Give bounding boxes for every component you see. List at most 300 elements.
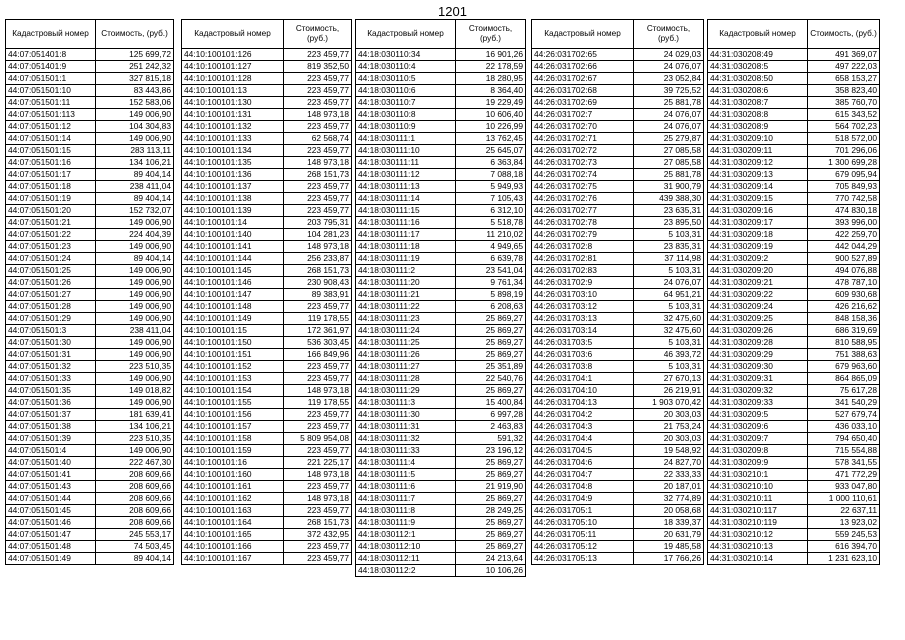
table-row: [708, 397, 880, 409]
table-row: [532, 493, 704, 505]
cost-cell: 327 815,18: [96, 73, 174, 85]
table-row: [182, 229, 352, 241]
cadastral-number-cell: 44:10:100101:15: [182, 325, 284, 337]
cost-cell: 422 259,70: [808, 229, 880, 241]
table-row: [708, 433, 880, 445]
cadastral-number-cell: 44:31:030209:12: [708, 157, 808, 169]
cost-cell: 223 459,77: [284, 49, 352, 61]
cost-cell: 149 006,90: [96, 373, 174, 385]
cadastral-number-cell: 44:31:030209:19: [708, 241, 808, 253]
cadastral-number-cell: 44:18:030111:20: [356, 277, 456, 289]
cost-cell: 223 459,77: [284, 361, 352, 373]
cost-cell: 25 869,27: [456, 337, 526, 349]
cost-cell: 251 242,32: [96, 61, 174, 73]
cadastral-number-cell: 44:31:030209:2: [708, 253, 808, 265]
table-row: [182, 289, 352, 301]
cadastral-number-cell: 44:18:030111:30: [356, 409, 456, 421]
cost-cell: 25 869,27: [456, 385, 526, 397]
cadastral-number-cell: 44:10:100101:162: [182, 493, 284, 505]
cost-cell: 64 951,21: [634, 289, 704, 301]
cost-cell: 25 869,27: [456, 469, 526, 481]
table-row: [356, 373, 526, 385]
cadastral-number-cell: 44:07:051501:26: [6, 277, 96, 289]
cadastral-number-cell: 44:26:031704:1: [532, 373, 634, 385]
table-row: [708, 61, 880, 73]
table-row: [532, 49, 704, 61]
cost-cell: 10 606,40: [456, 109, 526, 121]
cost-cell: 238 411,04: [96, 325, 174, 337]
cost-cell: 426 216,62: [808, 301, 880, 313]
table-row: [6, 505, 174, 517]
table-row: [532, 133, 704, 145]
cadastral-number-cell: 44:26:031705:12: [532, 541, 634, 553]
table-row: [356, 241, 526, 253]
cost-cell: 705 849,93: [808, 181, 880, 193]
cadastral-number-cell: 44:18:030111:6: [356, 481, 456, 493]
register-table: [531, 19, 704, 565]
table-row: [182, 265, 352, 277]
table-row: [182, 217, 352, 229]
cadastral-number-cell: 44:31:030210:1: [708, 469, 808, 481]
cadastral-number-cell: 44:10:100101:146: [182, 277, 284, 289]
cost-cell: 208 609,66: [96, 517, 174, 529]
cost-cell: 24 076,07: [634, 61, 704, 73]
cadastral-number-cell: 44:18:030111:27: [356, 361, 456, 373]
cost-cell: 238 411,04: [96, 181, 174, 193]
cost-cell: 223 459,77: [284, 421, 352, 433]
cadastral-number-cell: 44:10:100101:152: [182, 361, 284, 373]
cadastral-number-cell: 44:26:031702:65: [532, 49, 634, 61]
cadastral-number-cell: 44:07:051501:113: [6, 109, 96, 121]
table-row: [356, 337, 526, 349]
cadastral-number-cell: 44:07:051501:28: [6, 301, 96, 313]
cadastral-number-cell: 44:31:030210:14: [708, 553, 808, 565]
table-row: [708, 49, 880, 61]
cost-cell: 564 702,23: [808, 121, 880, 133]
cost-cell: 125 699,72: [96, 49, 174, 61]
cadastral-number-cell: 44:10:100101:133: [182, 133, 284, 145]
cost-cell: 810 588,95: [808, 337, 880, 349]
cost-cell: 223 459,77: [284, 181, 352, 193]
cost-cell: 559 245,53: [808, 529, 880, 541]
cost-cell: 5 103,31: [634, 265, 704, 277]
cost-cell: 9 761,34: [456, 277, 526, 289]
table-row: [6, 469, 174, 481]
cost-cell: 751 388,63: [808, 349, 880, 361]
cost-cell: 518 572,00: [808, 133, 880, 145]
table-row: [708, 205, 880, 217]
cadastral-number-cell: 44:31:030208:49: [708, 49, 808, 61]
table-row: [182, 541, 352, 553]
cadastral-number-cell: 44:10:100101:145: [182, 265, 284, 277]
table-row: [6, 457, 174, 469]
table-row: [182, 469, 352, 481]
header-cadastral-number: Кадастровый номер: [532, 20, 634, 49]
table-row: [6, 325, 174, 337]
cost-cell: 119 178,55: [284, 397, 352, 409]
table-row: [182, 313, 352, 325]
table-row: [182, 349, 352, 361]
table-row: [708, 553, 880, 565]
cadastral-number-cell: 44:26:031704:9: [532, 493, 634, 505]
table-row: [532, 253, 704, 265]
cadastral-number-cell: 44:18:030111:31: [356, 421, 456, 433]
cost-cell: 134 106,21: [96, 157, 174, 169]
cost-cell: 4 949,65: [456, 241, 526, 253]
cadastral-number-cell: 44:26:031702:83: [532, 265, 634, 277]
cost-cell: 149 006,90: [96, 397, 174, 409]
cadastral-number-cell: 44:07:051501:3: [6, 325, 96, 337]
table-row: [182, 85, 352, 97]
table-row: [182, 385, 352, 397]
cost-cell: 1 000 110,61: [808, 493, 880, 505]
cost-cell: 341 540,29: [808, 397, 880, 409]
cadastral-number-cell: 44:31:030209:31: [708, 373, 808, 385]
cadastral-number-cell: 44:10:100101:155: [182, 397, 284, 409]
table-row: [532, 349, 704, 361]
cadastral-number-cell: 44:07:051501:21: [6, 217, 96, 229]
cost-cell: 222 467,30: [96, 457, 174, 469]
table-row: [356, 301, 526, 313]
header-cadastral-number: Кадастровый номер: [6, 20, 96, 49]
cost-cell: 223 459,77: [284, 541, 352, 553]
cost-cell: 223 459,77: [284, 445, 352, 457]
cost-cell: 25 869,27: [456, 529, 526, 541]
cadastral-number-cell: 44:31:030209:20: [708, 265, 808, 277]
cost-cell: 221 225,17: [284, 457, 352, 469]
cadastral-number-cell: 44:07:051501:18: [6, 181, 96, 193]
table-row: [356, 277, 526, 289]
table-row: [182, 169, 352, 181]
cost-cell: 149 006,90: [96, 265, 174, 277]
cadastral-number-cell: 44:18:030111:22: [356, 301, 456, 313]
cadastral-number-cell: 44:10:100101:14: [182, 217, 284, 229]
header-cadastral-number: Кадастровый номер: [182, 20, 284, 49]
cadastral-number-cell: 44:31:030210:13: [708, 541, 808, 553]
cost-cell: 208 609,66: [96, 493, 174, 505]
table-row: [356, 397, 526, 409]
table-row: [6, 85, 174, 97]
table-row: [6, 433, 174, 445]
table-row: [532, 241, 704, 253]
cadastral-number-cell: 44:07:051501:45: [6, 505, 96, 517]
table-row: [708, 349, 880, 361]
cost-cell: 256 233,87: [284, 253, 352, 265]
cadastral-number-cell: 44:31:030210:117: [708, 505, 808, 517]
table-row: [6, 157, 174, 169]
cost-cell: 46 393,72: [634, 349, 704, 361]
table-row: [532, 121, 704, 133]
table-row: [182, 277, 352, 289]
cadastral-number-cell: 44:07:051501:29: [6, 313, 96, 325]
table-row: [708, 421, 880, 433]
table-row: [708, 121, 880, 133]
table-row: [182, 205, 352, 217]
table-row: [6, 481, 174, 493]
cadastral-number-cell: 44:18:030110:7: [356, 97, 456, 109]
table-header-row: [182, 20, 352, 49]
cadastral-number-cell: 44:26:031703:5: [532, 337, 634, 349]
cost-cell: 25 869,27: [456, 493, 526, 505]
table-header-row: [6, 20, 174, 49]
page-number: 1201: [438, 4, 467, 19]
cost-cell: 20 303,03: [634, 409, 704, 421]
cost-cell: 13 923,02: [808, 517, 880, 529]
cadastral-number-cell: 44:07:051501:20: [6, 205, 96, 217]
table-row: [182, 457, 352, 469]
cost-cell: 203 795,31: [284, 217, 352, 229]
cost-cell: 37 114,98: [634, 253, 704, 265]
table-row: [532, 385, 704, 397]
table-row: [708, 313, 880, 325]
table-row: [708, 361, 880, 373]
table-row: [532, 469, 704, 481]
table-row: [6, 265, 174, 277]
cost-cell: 25 869,27: [456, 313, 526, 325]
cost-cell: 372 432,95: [284, 529, 352, 541]
cadastral-number-cell: 44:07:051501:46: [6, 517, 96, 529]
cadastral-number-cell: 44:18:030111:23: [356, 313, 456, 325]
table-row: [182, 337, 352, 349]
table-row: [532, 229, 704, 241]
cost-cell: 686 319,69: [808, 325, 880, 337]
cadastral-number-cell: 44:26:031702:70: [532, 121, 634, 133]
cadastral-number-cell: 44:07:051501:31: [6, 349, 96, 361]
cadastral-number-cell: 44:18:030111:19: [356, 253, 456, 265]
cost-cell: 22 540,76: [456, 373, 526, 385]
cost-cell: 208 609,66: [96, 505, 174, 517]
table-row: [708, 529, 880, 541]
cost-cell: 83 443,86: [96, 85, 174, 97]
cadastral-number-cell: 44:07:051501:23: [6, 241, 96, 253]
cost-cell: 223 459,77: [284, 373, 352, 385]
table-row: [356, 469, 526, 481]
table-row: [182, 481, 352, 493]
cost-cell: 23 835,31: [634, 241, 704, 253]
cadastral-number-cell: 44:31:030209:16: [708, 205, 808, 217]
cost-cell: 16 901,26: [456, 49, 526, 61]
table-row: [532, 169, 704, 181]
cadastral-number-cell: 44:31:030209:7: [708, 433, 808, 445]
cadastral-number-cell: 44:31:030210:10: [708, 481, 808, 493]
cost-cell: 864 865,09: [808, 373, 880, 385]
cadastral-number-cell: 44:07:051501:41: [6, 469, 96, 481]
cadastral-number-cell: 44:26:031702:73: [532, 157, 634, 169]
table-row: [356, 253, 526, 265]
cadastral-number-cell: 44:31:030209:33: [708, 397, 808, 409]
cost-cell: 536 303,45: [284, 337, 352, 349]
table-row: [356, 541, 526, 553]
table-row: [182, 445, 352, 457]
cost-cell: 223 459,77: [284, 553, 352, 565]
cadastral-number-cell: 44:10:100101:164: [182, 517, 284, 529]
cost-cell: 134 106,21: [96, 421, 174, 433]
cadastral-number-cell: 44:07:051501:16: [6, 157, 96, 169]
cost-cell: 149 006,90: [96, 133, 174, 145]
cadastral-number-cell: 44:26:031702:66: [532, 61, 634, 73]
cost-cell: 17 766,26: [634, 553, 704, 565]
cadastral-number-cell: 44:26:031705:11: [532, 529, 634, 541]
table-row: [356, 85, 526, 97]
table-header-row: [532, 20, 704, 49]
cost-cell: 609 930,68: [808, 289, 880, 301]
cost-cell: 18 280,95: [456, 73, 526, 85]
table-row: [708, 493, 880, 505]
cost-cell: 27 085,58: [634, 157, 704, 169]
table-row: [708, 181, 880, 193]
cost-cell: 223 459,77: [284, 409, 352, 421]
table-row: [532, 301, 704, 313]
table-row: [532, 265, 704, 277]
cost-cell: 23 196,12: [456, 445, 526, 457]
table-row: [6, 421, 174, 433]
table-row: [182, 301, 352, 313]
cadastral-number-cell: 44:26:031704:10: [532, 385, 634, 397]
cadastral-number-cell: 44:07:051501:43: [6, 481, 96, 493]
table-row: [6, 145, 174, 157]
cadastral-number-cell: 44:26:031702:7: [532, 109, 634, 121]
cost-cell: 25 869,27: [456, 457, 526, 469]
header-cost: Стоимость, (руб.): [808, 20, 880, 49]
cost-cell: 770 742,58: [808, 193, 880, 205]
cost-cell: 27 670,13: [634, 373, 704, 385]
table-row: [356, 109, 526, 121]
table-row: [532, 145, 704, 157]
cadastral-number-cell: 44:07:051501:32: [6, 361, 96, 373]
table-row: [356, 385, 526, 397]
table-row: [356, 409, 526, 421]
cadastral-number-cell: 44:10:100101:16: [182, 457, 284, 469]
cost-cell: 497 222,03: [808, 61, 880, 73]
cost-cell: 19 229,49: [456, 97, 526, 109]
table-row: [182, 505, 352, 517]
cost-cell: 18 339,37: [634, 517, 704, 529]
cadastral-number-cell: 44:26:031702:8: [532, 241, 634, 253]
cost-cell: 149 006,90: [96, 301, 174, 313]
cost-cell: 149 006,90: [96, 313, 174, 325]
cadastral-number-cell: 44:18:030111:28: [356, 373, 456, 385]
cost-cell: 20 187,01: [634, 481, 704, 493]
cost-cell: 22 637,11: [808, 505, 880, 517]
cadastral-number-cell: 44:07:051501:37: [6, 409, 96, 421]
cost-cell: 15 400,84: [456, 397, 526, 409]
table-row: [356, 505, 526, 517]
cost-cell: 5 103,31: [634, 229, 704, 241]
cadastral-number-cell: 44:26:031704:7: [532, 469, 634, 481]
cadastral-number-cell: 44:26:031704:13: [532, 397, 634, 409]
cadastral-number-cell: 44:26:031703:14: [532, 325, 634, 337]
cost-cell: 5 949,93: [456, 181, 526, 193]
table-row: [356, 193, 526, 205]
cadastral-number-cell: 44:10:100101:128: [182, 73, 284, 85]
table-row: [532, 157, 704, 169]
cost-cell: 28 249,25: [456, 505, 526, 517]
table-row: [182, 433, 352, 445]
cost-cell: 715 554,88: [808, 445, 880, 457]
cost-cell: 439 388,30: [634, 193, 704, 205]
cost-cell: 25 869,27: [456, 349, 526, 361]
cost-cell: 474 830,18: [808, 205, 880, 217]
cadastral-number-cell: 44:26:031703:8: [532, 361, 634, 373]
cost-cell: 223 459,77: [284, 205, 352, 217]
cost-cell: 148 973,18: [284, 493, 352, 505]
table-row: [532, 457, 704, 469]
cost-cell: 149 006,90: [96, 241, 174, 253]
cadastral-number-cell: 44:18:030112:2: [356, 565, 456, 577]
cadastral-number-cell: 44:18:030110:34: [356, 49, 456, 61]
cost-cell: 10 226,99: [456, 121, 526, 133]
table-row: [532, 421, 704, 433]
table-row: [708, 289, 880, 301]
cadastral-number-cell: 44:10:100101:167: [182, 553, 284, 565]
table-row: [532, 373, 704, 385]
table-row: [356, 349, 526, 361]
cadastral-number-cell: 44:26:031703:12: [532, 301, 634, 313]
cost-cell: 20 631,79: [634, 529, 704, 541]
table-row: [6, 253, 174, 265]
cadastral-number-cell: 44:07:051401:9: [6, 61, 96, 73]
cost-cell: 223 459,77: [284, 481, 352, 493]
register-table: [5, 19, 174, 565]
table-row: [182, 49, 352, 61]
cost-cell: 25 279,87: [634, 133, 704, 145]
table-row: [708, 337, 880, 349]
table-row: [708, 301, 880, 313]
table-row: [532, 445, 704, 457]
cadastral-number-cell: 44:10:100101:13: [182, 85, 284, 97]
table-row: [182, 241, 352, 253]
cadastral-number-cell: 44:26:031704:3: [532, 421, 634, 433]
cadastral-number-cell: 44:10:100101:158: [182, 433, 284, 445]
table-row: [182, 97, 352, 109]
cost-cell: 24 076,07: [634, 277, 704, 289]
cadastral-number-cell: 44:18:030111:12: [356, 169, 456, 181]
cadastral-number-cell: 44:31:030209:21: [708, 277, 808, 289]
cadastral-number-cell: 44:31:030208:6: [708, 85, 808, 97]
cadastral-number-cell: 44:26:031704:5: [532, 445, 634, 457]
cost-cell: 494 076,88: [808, 265, 880, 277]
table-row: [6, 541, 174, 553]
cost-cell: 74 503,45: [96, 541, 174, 553]
cadastral-number-cell: 44:10:100101:157: [182, 421, 284, 433]
cadastral-number-cell: 44:10:100101:149: [182, 313, 284, 325]
cadastral-number-cell: 44:31:030209:24: [708, 301, 808, 313]
cadastral-number-cell: 44:07:051501:36: [6, 397, 96, 409]
cadastral-number-cell: 44:31:030209:32: [708, 385, 808, 397]
cost-cell: 89 404,14: [96, 193, 174, 205]
cost-cell: 75 617,28: [808, 385, 880, 397]
cost-cell: 268 151,73: [284, 169, 352, 181]
cost-cell: 679 095,94: [808, 169, 880, 181]
cadastral-number-cell: 44:10:100101:153: [182, 373, 284, 385]
register-table: [181, 19, 352, 565]
table-row: [356, 517, 526, 529]
cadastral-number-cell: 44:07:051501:39: [6, 433, 96, 445]
cost-cell: 24 827,70: [634, 457, 704, 469]
table-header-row: [356, 20, 526, 49]
cost-cell: 25 881,78: [634, 169, 704, 181]
cost-cell: 679 963,60: [808, 361, 880, 373]
cost-cell: 933 047,80: [808, 481, 880, 493]
table-row: [708, 373, 880, 385]
cost-cell: 283 113,11: [96, 145, 174, 157]
table-row: [182, 193, 352, 205]
cost-cell: 5 103,31: [634, 337, 704, 349]
table-header-row: [708, 20, 880, 49]
table-row: [532, 73, 704, 85]
header-cost: Стоимость, (руб.): [634, 20, 704, 49]
cost-cell: 152 732,07: [96, 205, 174, 217]
